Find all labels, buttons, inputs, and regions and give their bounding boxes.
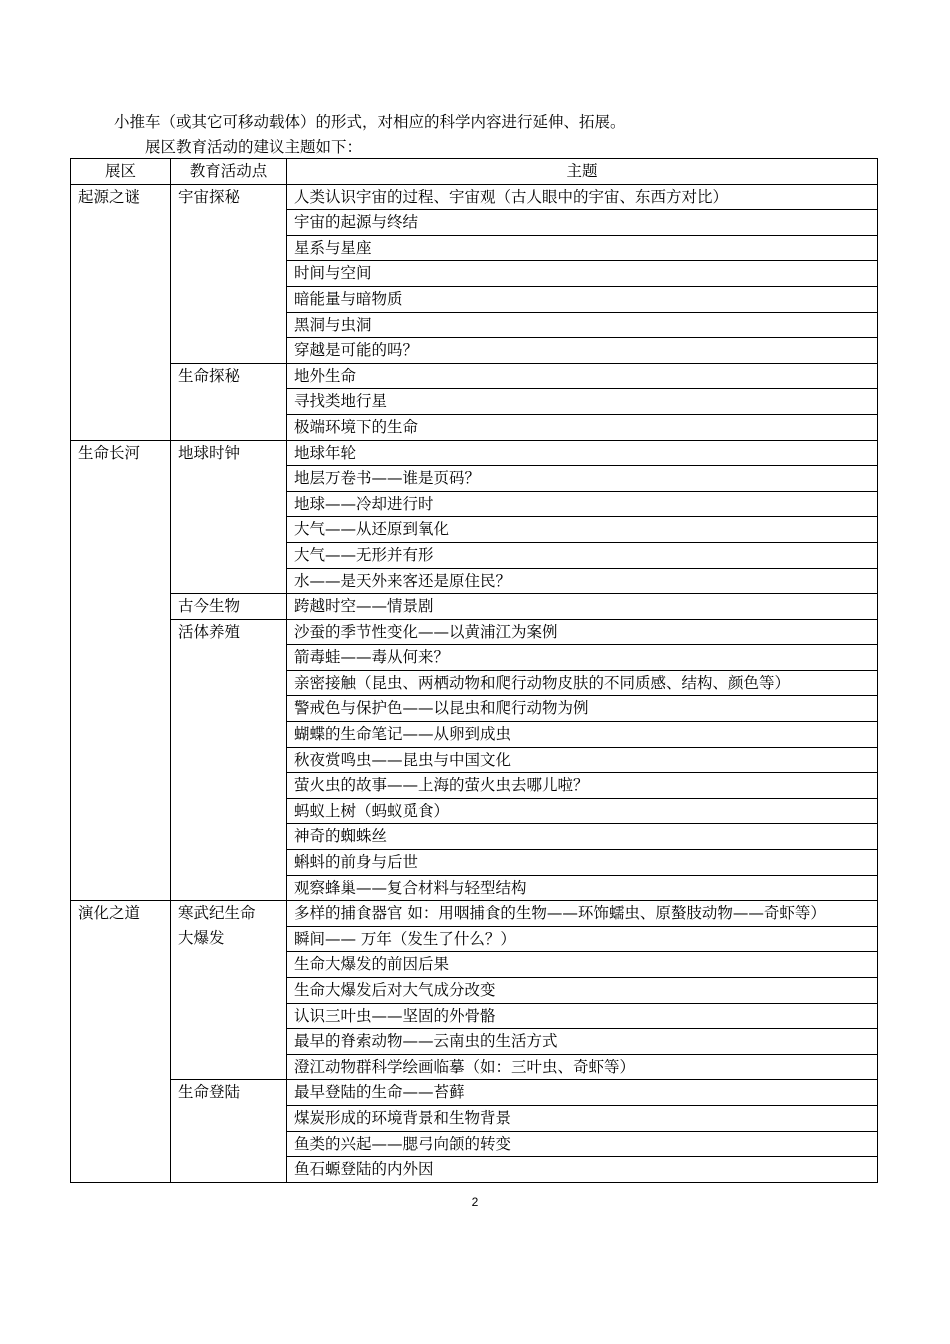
zone-cell: 演化之道 [71, 901, 171, 1183]
activity-point-line: 大爆发 [178, 929, 225, 948]
topic-cell: 水——是天外来客还是原住民？ [287, 568, 878, 594]
topic-cell: 地外生命 [287, 363, 878, 389]
activity-point-cell [171, 901, 287, 1080]
zone-cell: 生命长河 [71, 440, 171, 901]
topic-cell: 地层万卷书——谁是页码？ [287, 466, 878, 492]
zone-cell: 起源之谜 [71, 184, 171, 440]
activity-point-cell: 地球时钟 [171, 440, 287, 594]
table-row [71, 594, 878, 620]
table-row [71, 184, 878, 210]
table-row [71, 363, 878, 389]
topic-cell: 生命大爆发的前因后果 [287, 952, 878, 978]
table-row [71, 440, 878, 466]
topic-cell: 极端环境下的生命 [287, 414, 878, 440]
topic-cell: 大气——无形并有形 [287, 542, 878, 568]
intro-paragraph-line-1: 小推车（或其它可移动载体）的形式，对相应的科学内容进行延伸、拓展。 [114, 113, 626, 131]
header-zone: 展区 [71, 159, 171, 185]
topic-cell: 人类认识宇宙的过程、宇宙观（古人眼中的宇宙、东西方对比） [287, 184, 878, 210]
topic-cell: 暗能量与暗物质 [287, 286, 878, 312]
topic-cell: 秋夜赏鸣虫——昆虫与中国文化 [287, 747, 878, 773]
topic-cell: 多样的捕食器官 如：用咽捕食的生物——环饰蠕虫、原螯肢动物——奇虾等） [287, 901, 878, 927]
table-row [71, 1080, 878, 1106]
topic-cell: 星系与星座 [287, 235, 878, 261]
topic-cell: 萤火虫的故事——上海的萤火虫去哪儿啦？ [287, 773, 878, 799]
topic-cell: 箭毒蛙——毒从何来？ [287, 645, 878, 671]
topic-cell: 地球年轮 [287, 440, 878, 466]
topic-cell: 黑洞与虫洞 [287, 312, 878, 338]
topic-cell: 神奇的蜘蛛丝 [287, 824, 878, 850]
topic-cell: 警戒色与保护色——以昆虫和爬行动物为例 [287, 696, 878, 722]
activity-point-cell: 生命登陆 [171, 1080, 287, 1182]
intro-paragraph-line-2: 展区教育活动的建议主题如下： [145, 138, 363, 156]
topic-cell: 寻找类地行星 [287, 389, 878, 415]
activity-point-cell: 活体养殖 [171, 619, 287, 901]
topic-cell: 认识三叶虫——坚固的外骨骼 [287, 1003, 878, 1029]
topic-cell: 宇宙的起源与终结 [287, 210, 878, 236]
activity-point-cell: 生命探秘 [171, 363, 287, 440]
topic-cell: 地球——冷却进行时 [287, 491, 878, 517]
table-header-row [71, 159, 878, 185]
header-activity-point: 教育活动点 [171, 159, 287, 185]
topic-cell: 蝌蚪的前身与后世 [287, 850, 878, 876]
topic-cell: 澄江动物群科学绘画临摹（如：三叶虫、奇虾等） [287, 1054, 878, 1080]
topic-cell: 鱼石螈登陆的内外因 [287, 1157, 878, 1183]
activity-point-line: 寒武纪生命 [178, 904, 256, 923]
topic-cell: 蝴蝶的生命笔记——从卵到成虫 [287, 722, 878, 748]
topic-cell: 最早登陆的生命——苔藓 [287, 1080, 878, 1106]
table-row [71, 619, 878, 645]
topic-cell: 时间与空间 [287, 261, 878, 287]
topic-cell: 观察蜂巢——复合材料与轻型结构 [287, 875, 878, 901]
topic-cell: 生命大爆发后对大气成分改变 [287, 978, 878, 1004]
page-number: 2 [471, 1195, 479, 1209]
activity-topics-table [70, 158, 878, 1183]
topic-cell: 穿越是可能的吗？ [287, 338, 878, 364]
topic-cell: 鱼类的兴起——腮弓向颌的转变 [287, 1131, 878, 1157]
table-row [71, 901, 878, 927]
topic-cell: 跨越时空——情景剧 [287, 594, 878, 620]
activity-point-cell: 古今生物 [171, 594, 287, 620]
topic-cell: 沙蚕的季节性变化——以黄浦江为案例 [287, 619, 878, 645]
topic-cell: 亲密接触（昆虫、两栖动物和爬行动物皮肤的不同质感、结构、颜色等） [287, 670, 878, 696]
topic-cell: 最早的脊索动物——云南虫的生活方式 [287, 1029, 878, 1055]
topic-cell: 蚂蚁上树（蚂蚁觅食） [287, 798, 878, 824]
topic-cell: 瞬间—— 万年（发生了什么？） [287, 926, 878, 952]
activity-point-cell: 宇宙探秘 [171, 184, 287, 363]
topic-cell: 大气——从还原到氧化 [287, 517, 878, 543]
topic-cell: 煤炭形成的环境背景和生物背景 [287, 1105, 878, 1131]
header-topic: 主题 [287, 159, 878, 185]
